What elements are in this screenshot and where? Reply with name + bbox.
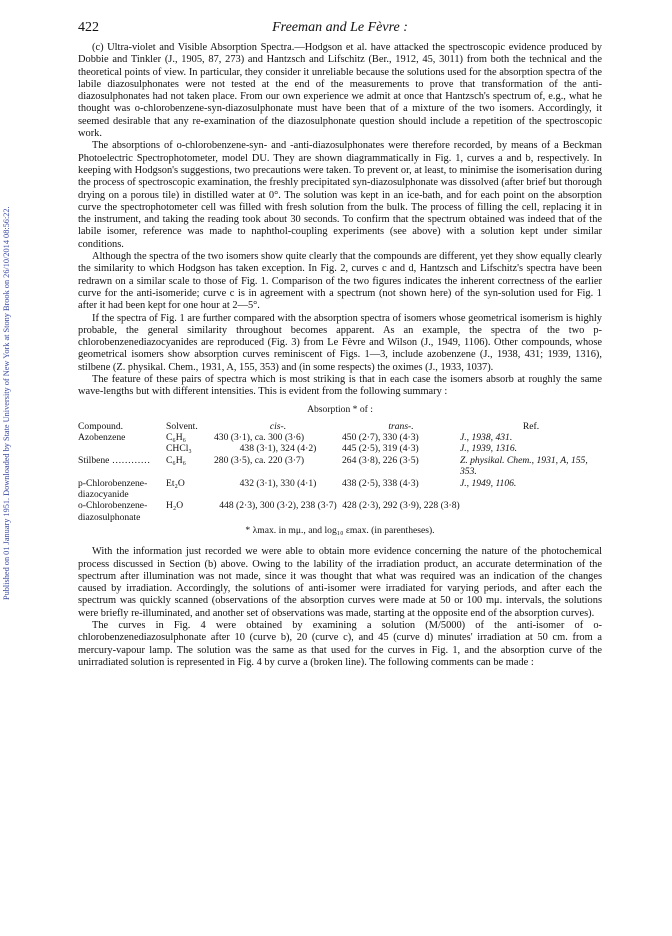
page-body — [78, 20, 602, 669]
cell-compound: o-Chlorobenzene-diazosulphonate — [78, 500, 148, 523]
paragraph: (c) Ultra-violet and Visible Absorption Spectra.—Hodgson et al. have attacked the spectroscopic evidence produced by Dobbie and Tinkler (J., 1905, 87, 273) and Hantzsch and Lifschitz (Ber., 1912, 45, 3011) from both the technical and the theoretical points of view. In particular, they consider it unreliable because the solutions used for the absorption spectra of the labile diazosulphonates were not tested at the end of the measurements to prove that transformation of the anti-diazosulphonates had not taken place. From our own experience we admit at once that Hantzsch's spectrum of, e.g., what he thought was o-chlorobenzene-syn-diazosulphonate must have been that of a mixture of the two isomers. Accordingly, it seemed desirable that any re-examination of the diazosulphonate question should include a repetition of the spectroscopic work. — [78, 42, 602, 140]
cell-cis: 432 (3·1), 330 (4·1) — [239, 477, 317, 489]
download-stamp: Published on 01 January 1951. Downloaded by State University of New York at Stony Brook on 26/10/2014 08:56:22. — [2, 206, 11, 600]
table-footnote: * λmax. in mμ., and log₁₀ εmax. (in parentheses). — [245, 525, 435, 537]
paragraph: Although the spectra of the two isomers show quite clearly that the compounds are different, yet they show equally clearly the similarity to which Hodgson has taken exception. In Fig. 2, curves c and d, Hantzsch and Lifschitz's spectra have been redrawn on a similar scale to those of Fig. 1. Comparison of the two figures indicates the inherent correctness of the earlier curve for the anti-isomeride; curve c is in agreement with a spectrum (not shown here) of the syn-solution used for Fig. 1 after it had been kept for one hour at 2—5°. — [78, 251, 602, 312]
cell-ref — [460, 500, 602, 523]
cell-compound: Azobenzene — [78, 432, 126, 444]
cell-trans: 450 (2·7), 330 (4·3) — [342, 432, 419, 444]
table-caption: Absorption * of : — [307, 403, 373, 415]
table-row — [78, 500, 602, 523]
paragraph: The feature of these pairs of spectra which is most striking is that in each case the isomers absorb at roughly the same wave-lengths but with different intensities. This is evident from the following summary : — [78, 374, 602, 398]
table-row — [78, 478, 602, 501]
cell-solvent: CHCl₃ — [166, 443, 192, 455]
absorption-table — [78, 421, 602, 524]
table-header-row — [78, 421, 602, 432]
cell-cis: 448 (2·3), 300 (3·2), 238 (3·7) — [219, 500, 337, 512]
cell-solvent: C₆H₆ — [166, 432, 187, 444]
cell-ref: J., 1939, 1316. — [460, 443, 518, 455]
cell-ref: J., 1938, 431. — [460, 432, 513, 444]
paragraph: If the spectra of Fig. 1 are further compared with the absorption spectra of isomers whose geometrical isomerism is highly probable, the general similarity throughout becomes apparent. As an example, the spectra of the two p-chlorobenzenediazocyanides are reproduced (Fig. 3) from Le Fèvre and Wilson (J., 1949, 1106). Other compounds, whose geometrical isomers show absorption curves reminiscent of Figs. 1—3, include azobenzene (J., 1938, 431; 1939, 1316), stilbene (Z. physikal. Chem., 1931, A, 155, 353) and (in some respects) the oximes (J., 1933, 1037). — [78, 312, 602, 373]
table-row — [78, 455, 602, 478]
cell-compound: p-Chlorobenzene-diazocyanide — [78, 477, 148, 501]
cell-solvent: Et₂O — [166, 477, 185, 489]
cell-trans: 428 (2·3), 292 (3·9), 228 (3·8) — [342, 500, 460, 512]
column-header: Solvent. — [166, 420, 198, 432]
cell-cis: 280 (3·5), ca. 220 (3·7) — [214, 454, 305, 466]
cell-solvent: H₂O — [166, 500, 184, 512]
cell-trans: 438 (2·5), 338 (4·3) — [342, 477, 419, 489]
cell-compound: Stilbene ………… — [78, 454, 151, 466]
cell-trans: 264 (3·8), 226 (3·5) — [342, 454, 419, 466]
column-header: Compound. — [78, 420, 124, 432]
column-header: trans-. — [388, 420, 414, 432]
column-header: Ref. — [522, 420, 540, 432]
cell-ref: J., 1949, 1106. — [460, 477, 517, 489]
paragraph: The curves in Fig. 4 were obtained by examining a solution (M/5000) of the anti-isomer of o-chlorobenzenediazosulphonate after 10 (curve b), 20 (curve c), and 45 (curve d) minutes' irradiation at 50 cm. from a mercury-vapour lamp. The solution was the same as that used for the curves in Fig. 1, and the absorption curve of the unirradiated solution is represented in Fig. 4 by curve a (broken line). The following comments can be made : — [78, 620, 602, 668]
cell-trans: 445 (2·5), 319 (4·3) — [342, 443, 419, 455]
cell-compound — [78, 443, 166, 454]
cell-cis: 430 (3·1), ca. 300 (3·6) — [214, 432, 305, 444]
cell-ref: Z. physikal. Chem., 1931, A, 155, 353. — [460, 454, 588, 478]
running-head: Freeman and Le Fèvre : — [272, 20, 408, 35]
cell-cis: 438 (3·1), 324 (4·2) — [239, 443, 317, 455]
paragraph: The absorptions of o-chlorobenzene-syn- and -anti-diazosulphonates were therefore recorded, by means of a Beckman Photoelectric Spectrophotometer, model DU. They are shown diagrammatically in Fig. 1, curves a and b, respectively. In keeping with Hodgson's suggestions, two precautions were taken. To prevent or, at least, to minimise the isomerisation during the process of spectroscopic examination, the freshly precipitated syn-diazosulphonate was dissolved (after brief but thorough drying on a porous tile) in distilled water at 0°. The solution was kept in an ice-bath, and for each point on the absorption curve the spectrophotometer cell was filled with fresh solution from the bulk. The process of filling the cell, replacing it in the instrument, and taking the reading took about 30 seconds. To confirm that the spectrum obtained was indeed that of the labile isomer, reference was made to naphthol-coupling experiments (see above) with a solution kept under similar conditions. — [78, 140, 602, 250]
page-header — [78, 20, 602, 42]
table-row — [78, 443, 602, 454]
paragraph: With the information just recorded we were able to obtain more evidence concerning the nature of the photochemical process discussed in Section (b) above. Owing to the lability of the irradiation product, an accurate determination of the spectrum after illumination was not made, since it was thought that what was required was an indication of the changes caused by irradiation. Accordingly, the solutions of anti-isomer were irradiated for varying periods, and after each the spectrum was quickly scanned (observations of the absorption curves were made at 50 or 100 mμ. intervals, the solutions were briefly re-illuminated, and another set of observations was made, starting at the opposite end of the absorption curves). — [78, 546, 602, 619]
page-number: 422 — [78, 20, 99, 35]
cell-solvent: C₆H₆ — [166, 454, 187, 466]
table-row — [78, 432, 602, 443]
column-header: cis-. — [269, 420, 287, 432]
